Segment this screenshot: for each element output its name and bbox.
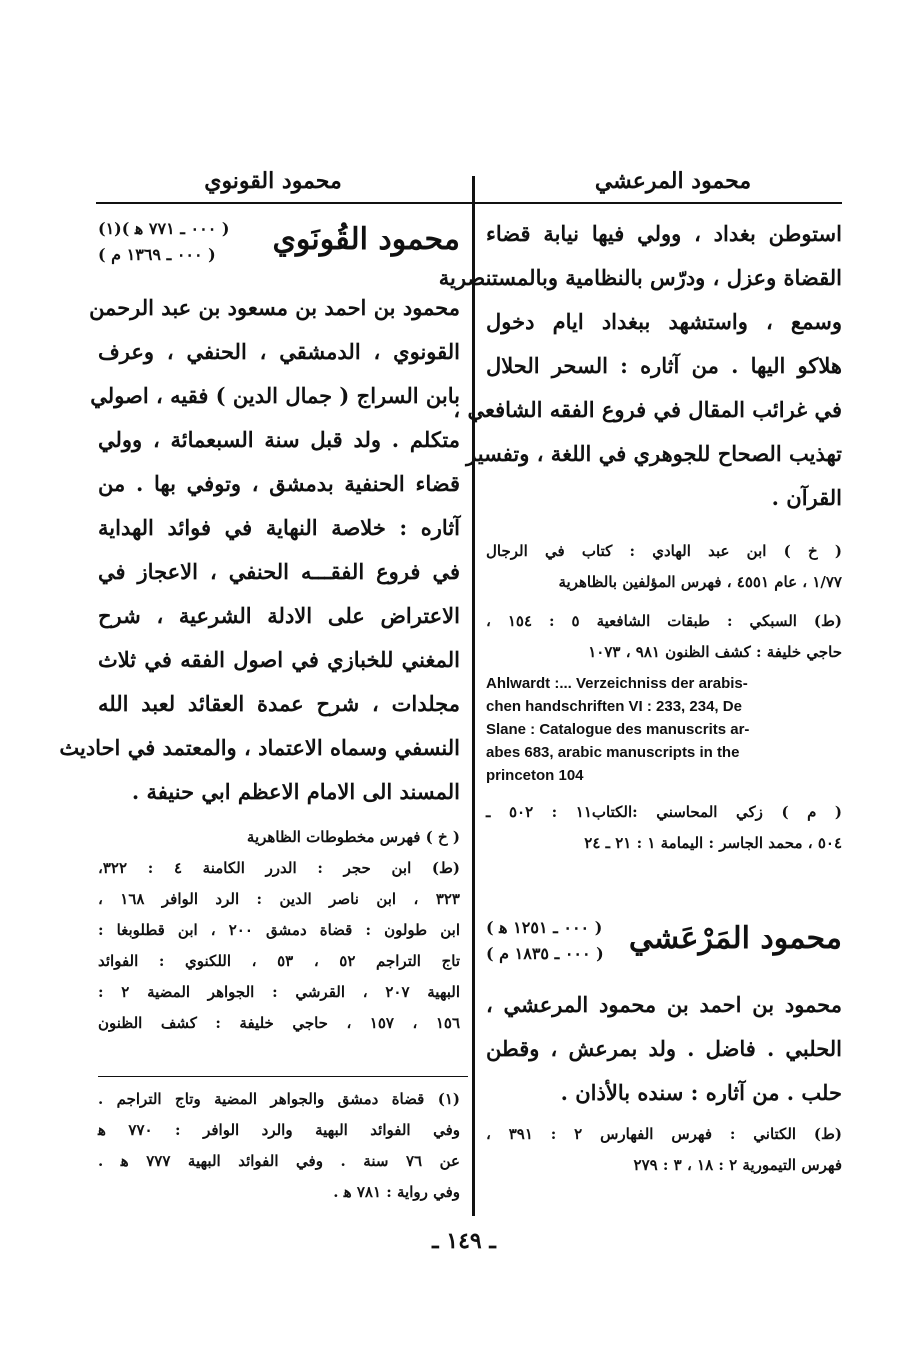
dates-gregorian: ( ٠٠٠ ـ ١٨٣٥ م )	[486, 944, 604, 963]
latin-reference-line: princeton 104	[486, 767, 584, 784]
text-line: قضاء الحنفية بدمشق ، وتوفي بها . من	[98, 471, 460, 496]
reference-line: ٥٠٤ ، محمد الجاسر : اليمامة ١ : ٢١ ـ ٢٤	[584, 834, 842, 852]
right-column-title: محمود المرعشي	[594, 168, 752, 194]
reference-line: (ط) السبكي : طبقات الشافعية ٥ : ١٥٤ ،	[486, 612, 843, 630]
text-line: في غرائب المقال في فروع الفقه الشافعي ،	[453, 397, 842, 422]
left-column	[59, 216, 461, 1039]
footnote	[98, 1084, 460, 1208]
text-line: الحلبي . فاضل . ولد بمرعش ، وقطن	[486, 1036, 842, 1061]
text-line: القونوي ، الدمشقي ، الحنفي ، وعرف	[98, 339, 460, 364]
dates-hijri: ( ٠٠٠ ـ ١٢٥١ ﻫ )	[486, 918, 603, 937]
text-line: آثاره : خلاصة النهاية في فوائد الهداية	[98, 515, 460, 540]
text-line: الاعتراض على الادلة الشرعية ، شرح	[98, 603, 460, 628]
left-column-title: محمود القونوي	[204, 168, 342, 194]
latin-reference-line: abes 683, arabic manuscripts in the	[486, 744, 740, 761]
reference-block-t	[486, 606, 842, 668]
reference-block-kh	[486, 536, 842, 598]
text-line: المغني للخبازي في اصول الفقه في ثلاث	[98, 647, 460, 672]
latin-reference-line: chen handschriften VI : 233, 234, De	[486, 698, 742, 715]
column-divider	[472, 176, 475, 1216]
entry-dates	[98, 216, 229, 268]
reference-line: (ط) ابن حجر : الدرر الكامنة ٤ : ٣٢٢،	[98, 859, 460, 877]
dates-gregorian: ( ٠٠٠ ـ ١٣٦٩ م )	[98, 245, 216, 264]
text-line: بابن السراج ( جمال الدين ) فقيه ، اصولي	[90, 383, 460, 408]
text-line: محمود بن احمد بن محمود المرعشي ،	[486, 992, 842, 1017]
footnote-line: وفي الفوائد البهية والرد الوافر : ٧٧٠ ﻫ	[98, 1121, 460, 1139]
reference-line: ( م ) زكي المحاسني :الكتاب١١ : ٥٠٢ ـ	[486, 803, 843, 821]
latin-reference-line: Slane : Catalogue des manuscrits ar-	[486, 721, 750, 738]
paragraph	[438, 212, 842, 520]
text-line: في فروع الفقـــه الحنفي ، الاعجاز في	[98, 559, 460, 584]
entry-heading	[486, 915, 842, 979]
text-line: المسند الى الامام الاعظم ابي حنيفة .	[131, 779, 460, 804]
latin-references	[486, 672, 842, 787]
text-line: مجلدات ، شرح عمدة العقائد لعبد الله	[98, 691, 460, 716]
header-rule	[96, 202, 842, 204]
text-line: استوطن بغداد ، وولي فيها نيابة قضاء	[486, 221, 842, 246]
text-line: القرآن .	[771, 485, 842, 510]
text-line: القضاة وعزل ، ودرّس بالنظامية وبالمستنصرية	[438, 265, 842, 290]
latin-reference-line: Ahlwardt :... Verzeichniss der arabis-	[486, 675, 748, 692]
footnote-line: عن ٧٦ سنة . وفي الفوائد البهية ٧٧٧ ﻫ .	[98, 1152, 460, 1170]
footnote-line: وفي رواية : ٧٨١ ﻫ .	[333, 1183, 460, 1201]
text-line: النسفي وسماه الاعتماد ، والمعتمد في احاديث	[59, 735, 460, 760]
entry-name: محمود القُونَوي	[272, 222, 460, 257]
reference-line: ( خ ) فهرس مخطوطات الظاهرية	[246, 828, 460, 846]
reference-line: ١/٧٧ ، عام ٤٥٥١ ، فهرس المؤلفين بالظاهرية	[558, 573, 842, 591]
reference-line: تاج التراجم ٥٢ ، ٥٣ ، اللكنوي : الفوائد	[98, 952, 461, 970]
text-line: متكلم . ولد قبل سنة السبعمائة ، وولي	[98, 427, 460, 452]
entry-dates	[486, 915, 604, 967]
text-line: محمود بن احمد بن مسعود بن عبد الرحمن	[89, 295, 460, 320]
entry-name: محمود المَرْعَشي	[628, 921, 842, 956]
footnote-line: (١) قضاة دمشق والجواهر المضية وتاج التراجم .	[98, 1090, 460, 1108]
reference-block-m	[486, 797, 842, 859]
text-line: تهذيب الصحاح للجوهري في اللغة ، وتفسير	[466, 441, 842, 466]
reference-line: حاجي خليفة : كشف الظنون ٩٨١ ، ١٠٧٣	[588, 643, 842, 661]
reference-line: ابن طولون : قضاة دمشق ٢٠٠ ، ابن قطلوبغا :	[98, 921, 460, 939]
reference-block	[98, 822, 460, 1039]
right-column	[438, 212, 843, 1181]
reference-line: (ط) الكتاني : فهرس الفهارس ٢ : ٣٩١ ،	[486, 1125, 843, 1143]
paragraph	[486, 983, 842, 1115]
reference-line: ١٥٦ ، ١٥٧ ، حاجي خليفة : كشف الظنون	[98, 1014, 460, 1032]
entry-heading	[98, 216, 460, 280]
dates-hijri: ( ٠٠٠ ـ ٧٧١ ﻫ )(١)	[98, 219, 230, 238]
reference-line: فهرس التيمورية ٢ : ١٨ ، ٣ : ٢٧٩	[633, 1156, 842, 1174]
text-line: هلاكو اليها . من آثاره : السحر الحلال	[486, 353, 842, 378]
footnote-rule	[98, 1076, 468, 1077]
reference-line: البهية ٢٠٧ ، القرشي : الجواهر المضية ٢ :	[98, 983, 460, 1001]
text-line: وسمع ، واستشهد ببغداد ايام دخول	[486, 309, 842, 334]
reference-line: ( خ ) ابن عبد الهادي : كتاب في الرجال	[486, 542, 842, 560]
text-line: حلب . من آثاره : سنده بالأذان .	[560, 1080, 842, 1105]
page-number: ـ ١٤٩ ـ	[432, 1228, 496, 1254]
paragraph	[59, 286, 460, 814]
reference-block	[486, 1119, 842, 1181]
reference-line: ٣٢٣ ، ابن ناصر الدين : الرد الوافر ١٦٨ ،	[98, 890, 460, 908]
